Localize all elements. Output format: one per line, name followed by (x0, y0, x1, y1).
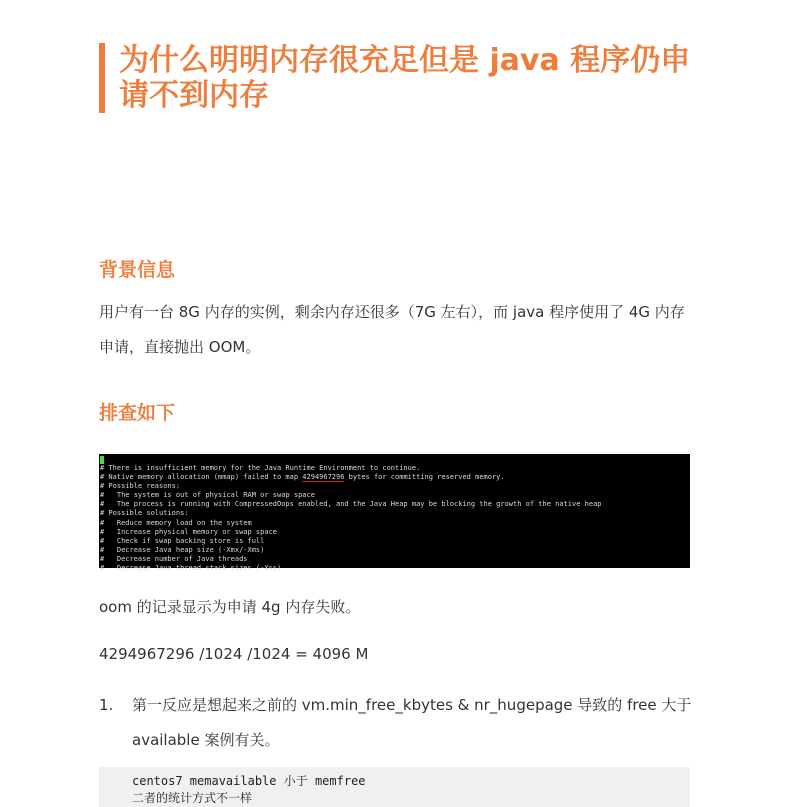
list-item-text: 第一反应是想起来之前的 vm.min_free_kbytes & nr_hugepage 导致的 free 大于 available 案例有关。 (132, 696, 692, 749)
terminal-line: # Possible reasons: (100, 482, 181, 491)
terminal-line: # Decrease number of Java threads (100, 554, 248, 563)
terminal-line: # The process is running with CompressedOops enabled, and the Java Heap may be blocking the growth of the native heap (100, 500, 602, 509)
oom-paragraph: oom 的记录显示为申请 4g 内存失败。 (99, 598, 361, 616)
terminal-line-prefix: # Native memory allocation (mmap) failed to map (100, 473, 303, 482)
terminal-line: # Possible solutions: (100, 509, 189, 518)
terminal-screenshot (99, 454, 690, 573)
section-heading-background: 背景信息 (99, 259, 176, 281)
highlighted-bytes: 4294967296 (302, 473, 345, 482)
terminal-line: # Check if swap backing store is full (100, 536, 265, 545)
terminal-line: # Increase physical memory or swap space (100, 527, 278, 536)
page-title: 为什么明明内存很充足但是 java 程序仍申请不到内存 (119, 43, 691, 113)
terminal-line-suffix: bytes for committing reserved memory. (344, 473, 505, 482)
calc-paragraph: 4294967296 /1024 /1024 = 4096 M (99, 645, 369, 663)
background-paragraph: 用户有一台 8G 内存的实例，剩余内存还很多（7G 左右），而 java 程序使用了 4G 内存申请，直接抛出 OOM。 (99, 303, 685, 356)
terminal-line: # The system is out of physical RAM or swap space (100, 491, 315, 500)
section-heading-investigation: 排查如下 (99, 402, 176, 424)
terminal-line: # There is insufficient memory for the Java Runtime Environment to continue. (100, 464, 421, 472)
code-block (99, 767, 690, 807)
terminal-line: # Decrease Java thread stack sizes (-Xss) (100, 564, 282, 573)
terminal-line (99, 473, 690, 482)
cursor-icon (100, 456, 104, 464)
code-line: centos7 memavailable 小于 memfree (132, 774, 366, 788)
title-block (99, 43, 719, 113)
list-number: 1. (99, 696, 114, 714)
terminal-line: # Decrease Java heap size (-Xmx/-Xms) (100, 545, 265, 554)
code-line: 二者的统计方式不一样 (132, 791, 253, 805)
terminal-line: # Reduce memory load on the system (100, 518, 252, 527)
